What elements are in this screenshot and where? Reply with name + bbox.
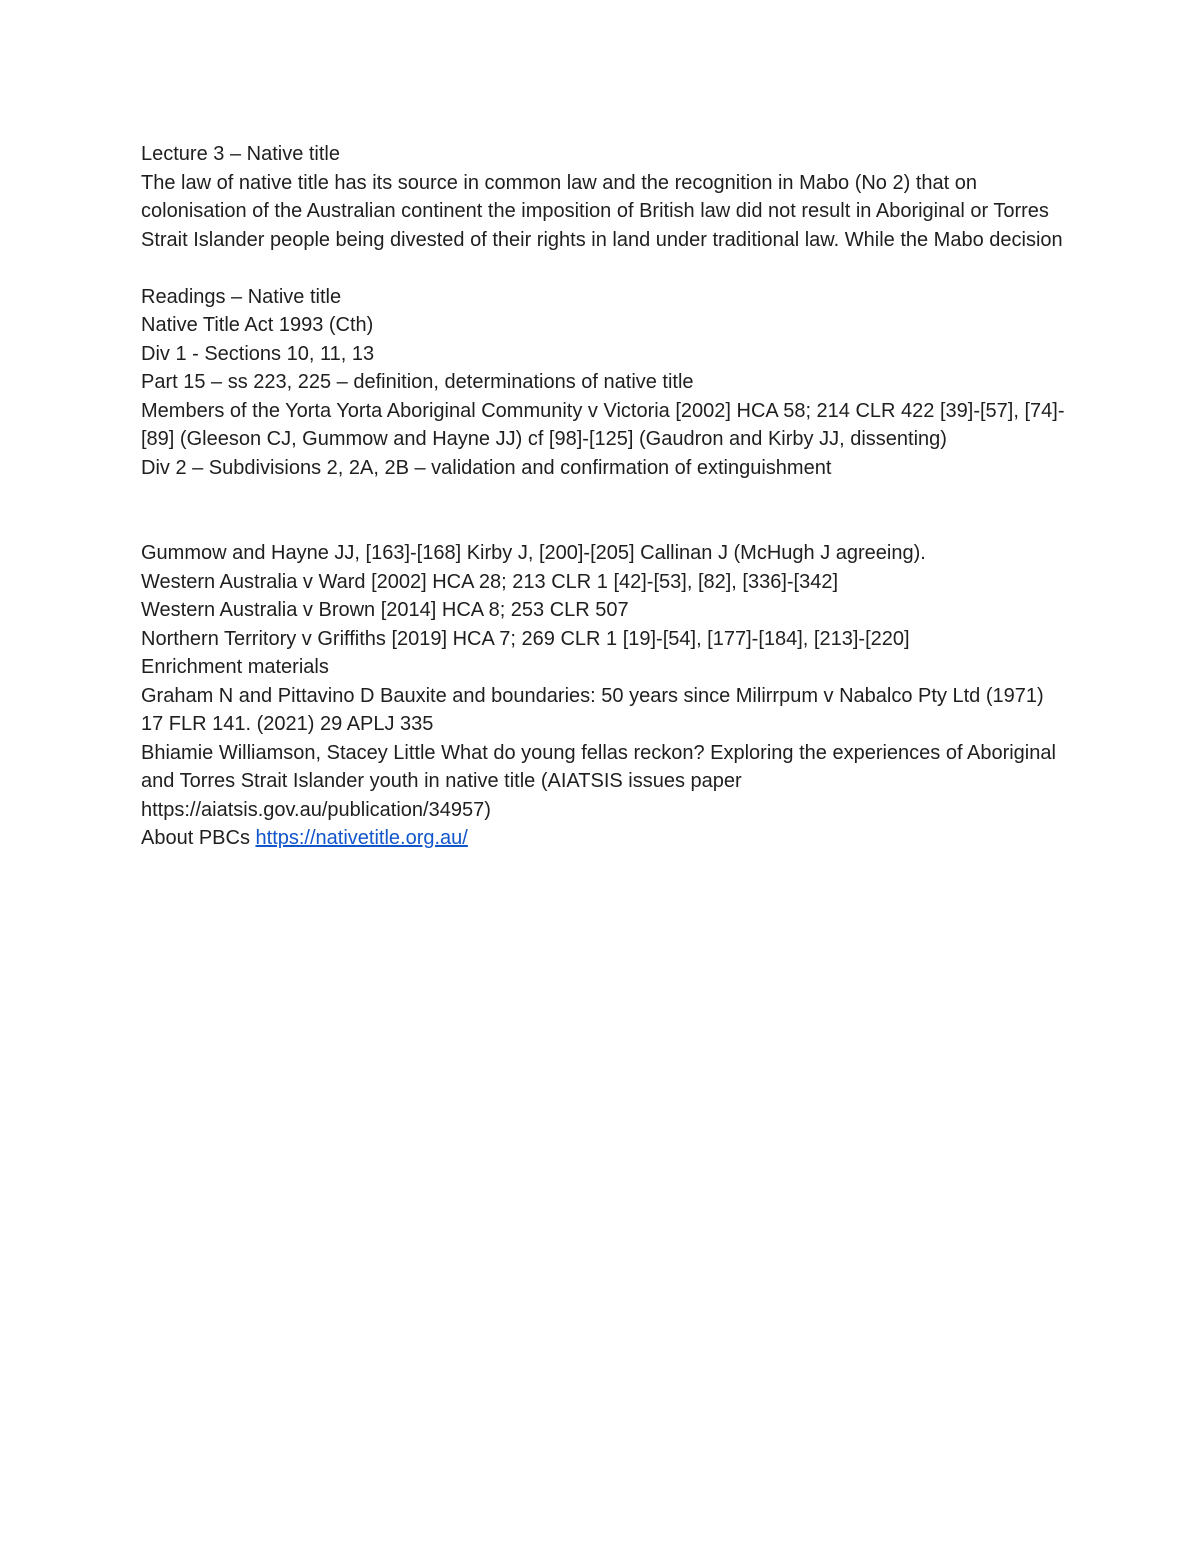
reading-item: Native Title Act 1993 (Cth) [141, 314, 374, 336]
blank-line [141, 254, 1071, 283]
case-item: Western Australia v Ward [2002] HCA 28; 213 CLR 1 [42]-[53], [82], [336]-[342] [141, 570, 839, 593]
reading-item: Part 15 – ss 223, 225 – definition, determinations of native title [141, 371, 694, 393]
enrichment-heading: Enrichment materials [141, 656, 329, 678]
case-item: Western Australia v Brown [2014] HCA 8; 253 CLR 507 [141, 599, 629, 621]
enrichment-item: Bhiamie Williamson, Stacey Little What do young fellas reckon? Exploring the experiences of Aboriginal and Torres Strait Islander youth in native title (AIATSIS issues paper https://aiatsis.gov.au/publication/34957) [141, 741, 1056, 821]
readings-heading: Readings – Native title [141, 285, 342, 308]
reading-item: Div 2 – Subdivisions 2, 2A, 2B – validation and confirmation of extinguishment [141, 456, 832, 479]
nativetitle-link[interactable]: https://nativetitle.org.au/ [255, 827, 468, 849]
blank-line [141, 482, 1071, 539]
pbc-prefix: About PBCs [141, 827, 256, 849]
enrichment-item: Graham N and Pittavino D Bauxite and boundaries: 50 years since Milirrpum v Nabalco Pty Ltd (1971) 17 FLR 141. (2021) 29 APLJ 335 [141, 684, 1044, 735]
pbc-line [141, 824, 1071, 853]
reading-item: Div 1 - Sections 10, 11, 13 [141, 342, 375, 365]
document-body [141, 140, 1071, 853]
lecture-summary: The law of native title has its source in common law and the recognition in Mabo (No 2) that on colonisation of the Australian continent the imposition of British law did not result in Aboriginal or Torres Strait Islander people being divested of their rights in land under traditional law. While the Mabo decision [141, 171, 1063, 251]
reading-item: Members of the Yorta Yorta Aboriginal Community v Victoria [2002] HCA 58; 214 CLR 422 [39]-[57], [74]-[89] (Gleeson CJ, Gummow and Hayne JJ) cf [98]-[125] (Gaudron and Kirby JJ, dissenting) [141, 399, 1065, 450]
case-item: Gummow and Hayne JJ, [163]-[168] Kirby J, [200]-[205] Callinan J (McHugh J agreeing). [141, 542, 926, 564]
lecture-heading: Lecture 3 – Native title [141, 143, 340, 165]
case-item: Northern Territory v Griffiths [2019] HCA 7; 269 CLR 1 [19]-[54], [177]-[184], [213]-[220] [141, 627, 910, 650]
